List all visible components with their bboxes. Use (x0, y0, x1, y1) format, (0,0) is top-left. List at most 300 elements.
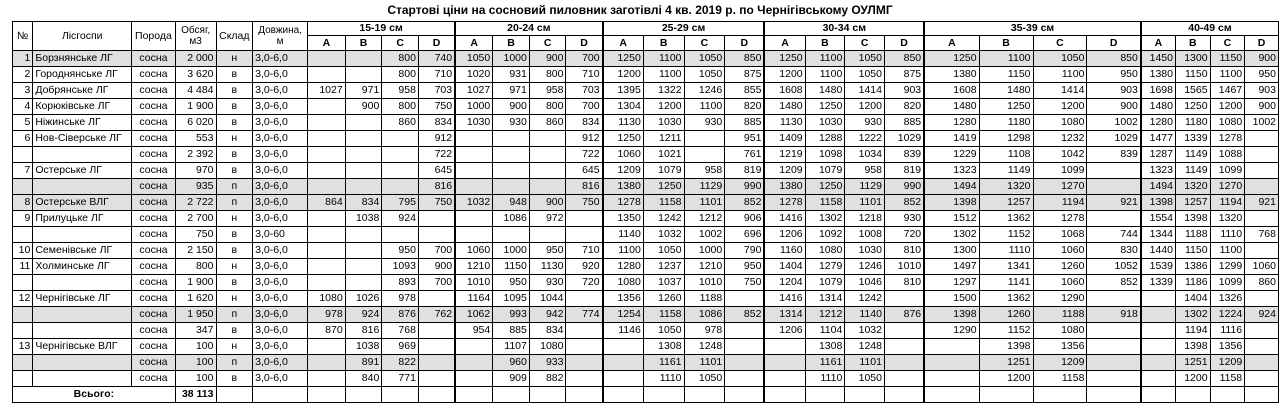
price-cell: 900 (345, 99, 382, 115)
price-cell: 951 (725, 131, 765, 147)
price-cell (566, 291, 603, 307)
price-cell (345, 51, 382, 67)
price-cell: 1209 (603, 163, 644, 179)
grade-header: A (603, 36, 644, 51)
price-cell (1141, 371, 1176, 387)
price-cell: 1248 (684, 339, 725, 355)
price-cell: 1161 (805, 355, 845, 371)
table-row (13, 243, 1279, 259)
price-cell: 990 (725, 179, 765, 195)
table-row (13, 115, 1279, 131)
price-cell: 1200 (1033, 99, 1087, 115)
price-cell: 1398 (1175, 211, 1210, 227)
price-cell: 1212 (805, 307, 845, 323)
price-cell: 771 (382, 371, 419, 387)
price-cell: 1386 (1175, 259, 1210, 275)
forestry-name: Корюківське ЛГ (33, 99, 132, 115)
forestry-name: Нов-Сіверське ЛГ (33, 131, 132, 147)
price-cell: 903 (884, 83, 924, 99)
species-cell: сосна (132, 323, 176, 339)
price-cell: 645 (566, 163, 603, 179)
price-cell: 1222 (845, 131, 885, 147)
header-volume: Обсяг, м3 (175, 22, 216, 51)
price-cell: 1130 (529, 259, 566, 275)
price-cell: 1209 (1033, 355, 1087, 371)
price-cell: 1020 (455, 67, 493, 83)
price-cell: 950 (382, 243, 419, 259)
price-cell: 1030 (805, 115, 845, 131)
volume-cell: 2 722 (175, 195, 216, 211)
price-cell: 1356 (603, 291, 644, 307)
price-cell: 816 (345, 323, 382, 339)
row-number (13, 147, 33, 163)
price-cell (418, 339, 455, 355)
price-cell: 912 (566, 131, 603, 147)
price-cell: 912 (418, 131, 455, 147)
price-cell: 820 (884, 99, 924, 115)
price-cell: 1150 (979, 67, 1033, 83)
price-cell: 1021 (643, 147, 684, 163)
price-cell: 852 (884, 195, 924, 211)
length-cell: 3,0-6,0 (253, 115, 308, 131)
price-cell: 1210 (684, 259, 725, 275)
price-cell: 1254 (603, 307, 644, 323)
price-cell: 834 (345, 195, 382, 211)
warehouse-cell: п (216, 195, 253, 211)
price-cell: 990 (884, 179, 924, 195)
price-cell: 1206 (764, 227, 805, 243)
grade-header: B (345, 36, 382, 51)
empty-cell (884, 387, 924, 403)
price-cell: 1300 (1175, 51, 1210, 67)
price-cell (308, 115, 346, 131)
price-cell: 1052 (1087, 259, 1141, 275)
price-cell: 750 (566, 195, 603, 211)
price-cell: 1209 (1210, 355, 1245, 371)
forestry-name: Семенівське ЛГ (33, 243, 132, 259)
volume-cell: 935 (175, 179, 216, 195)
price-cell: 1029 (1087, 131, 1141, 147)
price-cell (1087, 371, 1141, 387)
grade-header: A (455, 36, 493, 51)
price-cell (1087, 291, 1141, 307)
price-cell: 1416 (764, 211, 805, 227)
price-cell: 1050 (643, 323, 684, 339)
price-cell: 1480 (924, 99, 979, 115)
price-cell: 876 (382, 307, 419, 323)
price-cell: 1480 (805, 83, 845, 99)
price-cell: 891 (345, 355, 382, 371)
price-cell: 1010 (684, 275, 725, 291)
price-cell: 1290 (924, 323, 979, 339)
table-row (13, 371, 1279, 387)
price-cell (725, 339, 765, 355)
price-cell: 1380 (1141, 67, 1176, 83)
price-cell (418, 355, 455, 371)
price-cell: 710 (566, 67, 603, 83)
price-cell: 816 (418, 179, 455, 195)
price-cell: 1362 (979, 291, 1033, 307)
price-cell (345, 67, 382, 83)
length-cell: 3,0-6,0 (253, 275, 308, 291)
table-row (13, 355, 1279, 371)
warehouse-cell: п (216, 307, 253, 323)
length-cell: 3,0-6,0 (253, 179, 308, 195)
price-cell (308, 227, 346, 243)
row-number: 4 (13, 99, 33, 115)
price-cell: 1100 (643, 51, 684, 67)
warehouse-cell: н (216, 259, 253, 275)
price-cell (1141, 355, 1176, 371)
price-cell: 1080 (805, 243, 845, 259)
empty-cell (345, 387, 382, 403)
forestry-name: Остерське ЛГ (33, 163, 132, 179)
price-cell (308, 51, 346, 67)
price-cell (764, 339, 805, 355)
price-cell: 1480 (1141, 99, 1176, 115)
empty-cell (924, 387, 979, 403)
table-row (13, 339, 1279, 355)
table-row (13, 307, 1279, 323)
forestry-name: Ніжинське ЛГ (33, 115, 132, 131)
price-cell: 1302 (924, 227, 979, 243)
price-cell: 1323 (924, 163, 979, 179)
table-row (13, 83, 1279, 99)
price-cell: 1038 (345, 339, 382, 355)
row-number: 3 (13, 83, 33, 99)
price-cell: 800 (529, 67, 566, 83)
price-cell: 900 (1245, 51, 1279, 67)
price-cell (345, 227, 382, 243)
price-cell: 1278 (1210, 131, 1245, 147)
volume-cell: 2 150 (175, 243, 216, 259)
price-cell (345, 115, 382, 131)
price-cell: 978 (382, 291, 419, 307)
price-cell: 1026 (345, 291, 382, 307)
grade-header: C (684, 36, 725, 51)
price-cell: 1130 (764, 115, 805, 131)
price-cell: 1416 (764, 291, 805, 307)
price-cell: 1092 (805, 227, 845, 243)
price-cell: 1060 (1033, 275, 1087, 291)
length-cell: 3,0-6,0 (253, 147, 308, 163)
price-cell: 1398 (924, 307, 979, 323)
price-cell: 1270 (1210, 179, 1245, 195)
forestry-name (33, 147, 132, 163)
length-cell: 3,0-6,0 (253, 355, 308, 371)
price-cell: 1314 (764, 307, 805, 323)
forestry-name (33, 179, 132, 195)
price-cell (725, 371, 765, 387)
price-cell: 1219 (764, 147, 805, 163)
price-cell: 703 (566, 83, 603, 99)
species-cell: сосна (132, 243, 176, 259)
price-cell: 924 (345, 307, 382, 323)
price-cell: 1326 (1210, 291, 1245, 307)
price-cell: 1229 (924, 147, 979, 163)
price-cell (725, 291, 765, 307)
price-cell: 1398 (1175, 339, 1210, 355)
price-cell (529, 227, 566, 243)
price-cell: 1030 (845, 243, 885, 259)
forestry-name: Холминське ЛГ (33, 259, 132, 275)
price-cell: 900 (1245, 99, 1279, 115)
price-cell: 1034 (845, 147, 885, 163)
price-cell: 1209 (764, 163, 805, 179)
grade-header: C (382, 36, 419, 51)
price-cell (566, 355, 603, 371)
volume-cell: 1 900 (175, 275, 216, 291)
price-cell: 1497 (924, 259, 979, 275)
header-group-20-24: 20-24 см (455, 22, 603, 36)
price-cell: 1257 (979, 195, 1033, 211)
price-cell: 1302 (1175, 307, 1210, 323)
volume-cell: 100 (175, 371, 216, 387)
price-cell: 900 (1087, 99, 1141, 115)
price-cell (924, 371, 979, 387)
price-cell (308, 275, 346, 291)
price-cell: 1188 (684, 291, 725, 307)
forestry-name: Остерське ВЛГ (33, 195, 132, 211)
price-cell: 978 (684, 323, 725, 339)
price-cell: 900 (529, 51, 566, 67)
price-cell: 1320 (1210, 211, 1245, 227)
price-cell: 710 (418, 67, 455, 83)
volume-cell: 1 900 (175, 99, 216, 115)
price-cell (603, 371, 644, 387)
grade-header: A (308, 36, 346, 51)
table-row (13, 259, 1279, 275)
price-cell (455, 179, 493, 195)
price-cell: 930 (684, 115, 725, 131)
price-cell: 1224 (1210, 307, 1245, 323)
row-number: 2 (13, 67, 33, 83)
length-cell: 3,0-6,0 (253, 67, 308, 83)
price-cell (1087, 339, 1141, 355)
empty-cell (529, 387, 566, 403)
grade-header: C (529, 36, 566, 51)
price-cell: 1100 (684, 99, 725, 115)
price-cell (308, 179, 346, 195)
grade-header: A (764, 36, 805, 51)
price-cell (382, 163, 419, 179)
price-cell (924, 339, 979, 355)
price-cell: 1280 (1141, 115, 1176, 131)
price-cell: 900 (529, 195, 566, 211)
row-number: 7 (13, 163, 33, 179)
price-cell: 700 (566, 51, 603, 67)
price-cell: 810 (884, 243, 924, 259)
empty-cell (382, 387, 419, 403)
price-cell: 1344 (1141, 227, 1176, 243)
price-cell (308, 243, 346, 259)
price-cell: 1008 (845, 227, 885, 243)
price-cell: 870 (308, 323, 346, 339)
length-cell: 3,0-6,0 (253, 99, 308, 115)
header-forestry: Лісгоспи (33, 22, 132, 51)
price-cell: 958 (529, 83, 566, 99)
price-cell: 700 (566, 99, 603, 115)
price-cell: 1341 (979, 259, 1033, 275)
price-cell (308, 355, 346, 371)
price-cell (308, 163, 346, 179)
price-cell: 1299 (1210, 259, 1245, 275)
price-cell: 834 (529, 323, 566, 339)
price-cell: 1395 (603, 83, 644, 99)
price-cell: 1200 (764, 67, 805, 83)
price-cell: 1129 (684, 179, 725, 195)
price-cell: 1050 (845, 51, 885, 67)
price-cell: 1050 (845, 67, 885, 83)
price-cell: 1477 (1141, 131, 1176, 147)
price-cell (455, 163, 493, 179)
price-cell (725, 355, 765, 371)
price-cell: 1100 (1210, 67, 1245, 83)
species-cell: сосна (132, 163, 176, 179)
price-cell: 1204 (764, 275, 805, 291)
price-cell: 960 (493, 355, 530, 371)
row-number: 6 (13, 131, 33, 147)
forestry-name (33, 275, 132, 291)
price-cell: 1500 (924, 291, 979, 307)
price-cell: 720 (884, 227, 924, 243)
volume-cell: 553 (175, 131, 216, 147)
row-number (13, 179, 33, 195)
table-row (13, 323, 1279, 339)
row-number (13, 371, 33, 387)
warehouse-cell: н (216, 339, 253, 355)
price-cell: 1032 (845, 323, 885, 339)
price-cell (308, 211, 346, 227)
price-cell: 1323 (1141, 163, 1176, 179)
price-cell: 1242 (845, 291, 885, 307)
row-number: 5 (13, 115, 33, 131)
header-species: Порода (132, 22, 176, 51)
volume-cell: 100 (175, 355, 216, 371)
price-cell: 1608 (764, 83, 805, 99)
price-cell: 1141 (979, 275, 1033, 291)
price-cell: 1194 (1033, 195, 1087, 211)
price-cell: 1030 (455, 115, 493, 131)
price-cell: 1098 (805, 147, 845, 163)
length-cell: 3,0-6,0 (253, 339, 308, 355)
price-cell: 1414 (1033, 83, 1087, 99)
price-cell: 1260 (1033, 259, 1087, 275)
price-cell: 1150 (493, 259, 530, 275)
price-cell: 1160 (764, 243, 805, 259)
price-cell: 852 (725, 195, 765, 211)
price-cell: 1237 (643, 259, 684, 275)
table-row (13, 211, 1279, 227)
price-cell: 1278 (764, 195, 805, 211)
empty-cell (253, 387, 308, 403)
price-cell: 1180 (979, 115, 1033, 131)
price-cell (529, 131, 566, 147)
price-cell (1087, 323, 1141, 339)
header-group-15-19: 15-19 см (308, 22, 456, 36)
price-cell: 1110 (979, 243, 1033, 259)
price-cell (1245, 355, 1279, 371)
row-number (13, 227, 33, 243)
price-cell (884, 339, 924, 355)
volume-cell: 2 700 (175, 211, 216, 227)
price-cell: 1188 (1033, 307, 1087, 323)
price-cell: 800 (382, 51, 419, 67)
price-cell: 1554 (1141, 211, 1176, 227)
price-cell: 710 (566, 243, 603, 259)
price-cell: 1152 (979, 323, 1033, 339)
volume-cell: 800 (175, 259, 216, 275)
grade-header: D (566, 36, 603, 51)
price-cell: 1146 (603, 323, 644, 339)
price-cell: 1322 (643, 83, 684, 99)
species-cell: сосна (132, 307, 176, 323)
price-cell (529, 179, 566, 195)
row-number: 9 (13, 211, 33, 227)
grade-header: A (924, 36, 979, 51)
price-cell (345, 131, 382, 147)
warehouse-cell: в (216, 275, 253, 291)
grade-header: D (418, 36, 455, 51)
warehouse-cell: в (216, 83, 253, 99)
price-cell: 1158 (805, 195, 845, 211)
price-cell: 855 (725, 83, 765, 99)
price-cell (1141, 291, 1176, 307)
price-cell: 1100 (805, 51, 845, 67)
price-cell: 875 (725, 67, 765, 83)
price-cell (308, 339, 346, 355)
price-cell (1245, 147, 1279, 163)
grade-header: D (1087, 36, 1141, 51)
price-cell: 1242 (643, 211, 684, 227)
price-cell: 1467 (1210, 83, 1245, 99)
price-cell: 954 (455, 323, 493, 339)
price-cell: 1288 (805, 131, 845, 147)
price-cell: 1450 (1141, 51, 1176, 67)
forestry-name (33, 371, 132, 387)
row-number: 11 (13, 259, 33, 275)
forestry-name (33, 355, 132, 371)
price-cell: 1565 (1175, 83, 1210, 99)
empty-cell (725, 387, 765, 403)
price-cell: 1093 (382, 259, 419, 275)
length-cell: 3,0-6,0 (253, 371, 308, 387)
price-cell: 1002 (1245, 115, 1279, 131)
price-cell: 1320 (979, 179, 1033, 195)
price-cell: 1100 (1033, 67, 1087, 83)
price-cell: 1099 (1210, 163, 1245, 179)
price-cell: 840 (345, 371, 382, 387)
price-cell (308, 371, 346, 387)
length-cell: 3,0-6,0 (253, 259, 308, 275)
price-cell: 1099 (1033, 163, 1087, 179)
price-cell: 906 (725, 211, 765, 227)
price-cell (418, 211, 455, 227)
price-cell: 1398 (1141, 195, 1176, 211)
price-cell (308, 147, 346, 163)
price-cell: 1608 (924, 83, 979, 99)
volume-cell: 3 620 (175, 67, 216, 83)
price-cell (345, 163, 382, 179)
row-number: 12 (13, 291, 33, 307)
price-cell: 860 (382, 115, 419, 131)
price-cell: 1050 (684, 51, 725, 67)
length-cell: 3,0-6,0 (253, 195, 308, 211)
table-row (13, 291, 1279, 307)
price-cell (382, 227, 419, 243)
price-cell (493, 163, 530, 179)
price-cell: 950 (725, 259, 765, 275)
